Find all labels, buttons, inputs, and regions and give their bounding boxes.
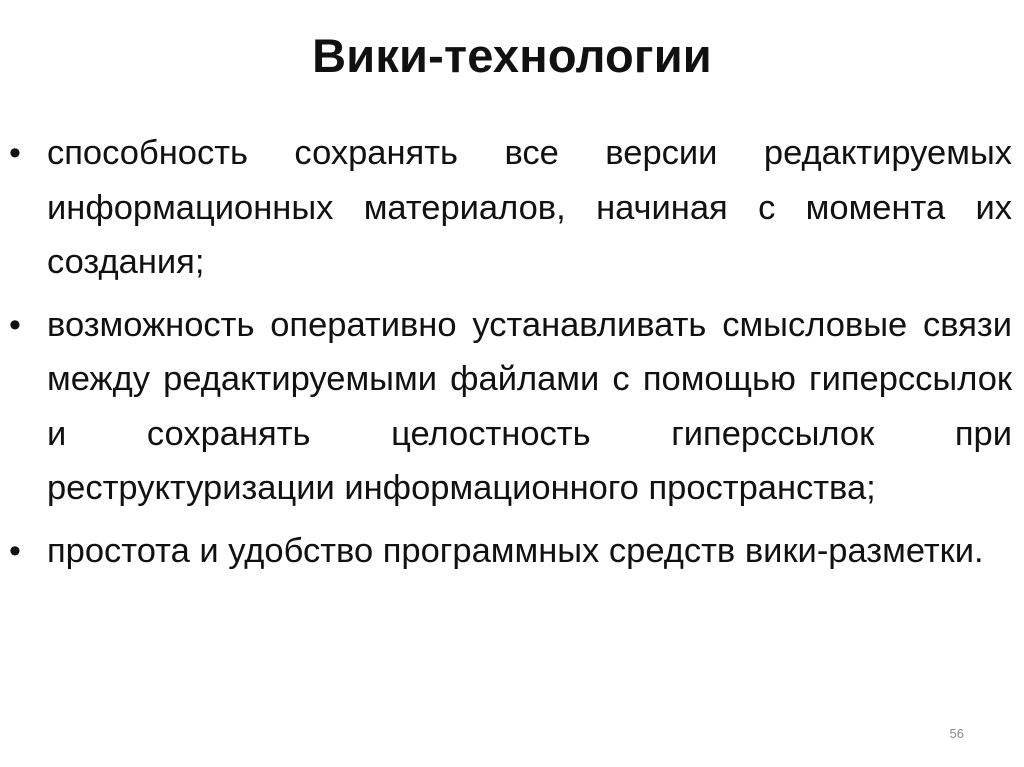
bullet-item-3 [0,524,1024,579]
bullet-list [0,126,1024,586]
bullet-item-1 [0,126,1024,290]
bullet-marker: • [9,134,21,172]
bullet-text-2: возможность оперативно устанавливать смысловые связи между редактируемыми файлами с помощью гиперссылок и сохранять целостность гиперссылок при реструктуризации информационного пространства; [47,305,1012,507]
slide-title: Вики-технологии [312,29,712,82]
bullet-item-2 [0,298,1024,516]
bullet-marker: • [9,305,21,344]
bullet-marker: • [9,531,21,570]
bullet-text-1: способность сохранять все версии редактируемых информационных материалов, начиная с момента их создания; [47,134,1012,281]
bullet-text-3: простота и удобство программных средств вики-разметки. [47,531,984,570]
page-number: 56 [949,726,964,741]
